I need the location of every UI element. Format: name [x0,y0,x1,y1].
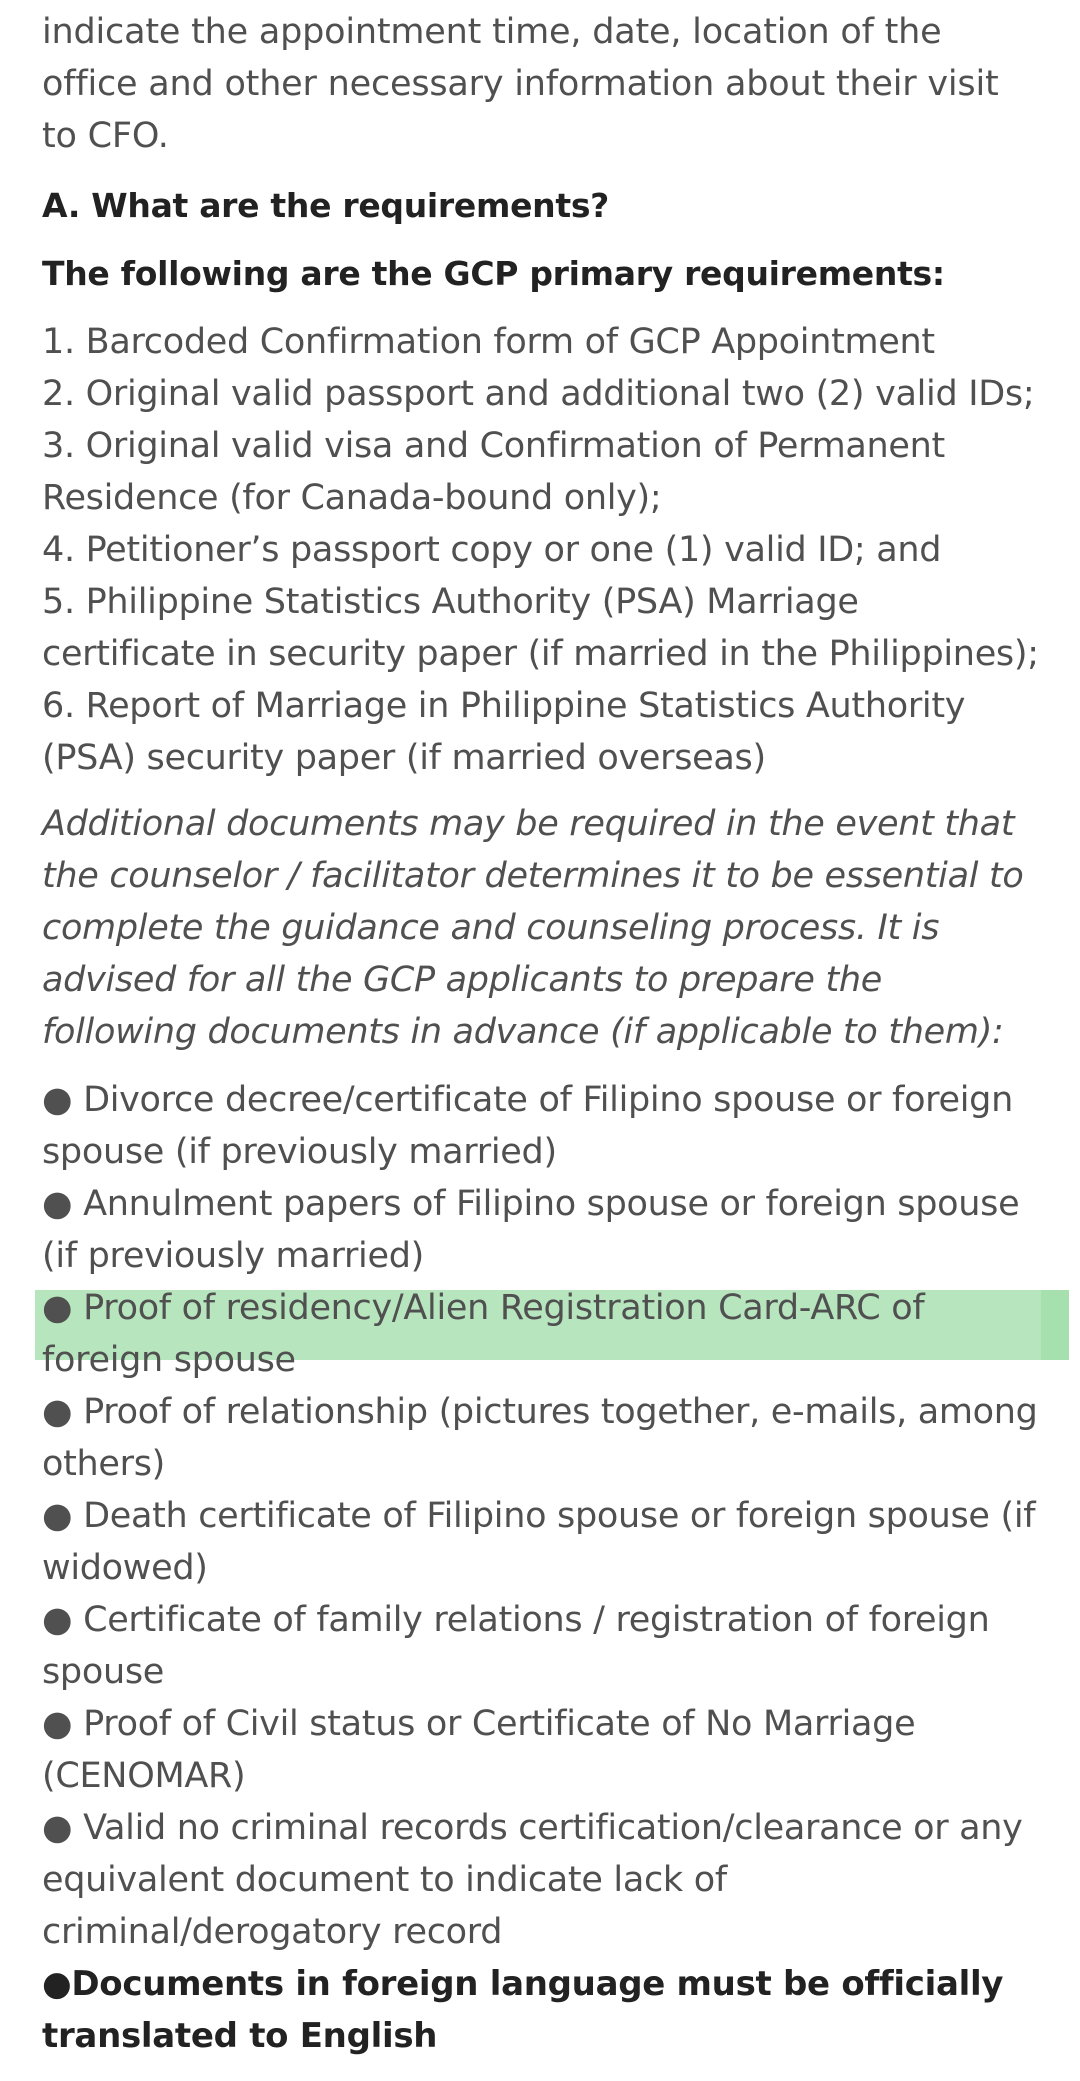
document-item: ● Divorce decree/certificate of Filipino spouse or foreign spouse (if previously married) [42,1080,1013,1172]
intro-paragraph: indicate the appointment time, date, location of the office and other necessary information about their visit to CFO. [42,12,999,156]
requirement-item: 6. Report of Marriage in Philippine Statistics Authority (PSA) security paper (if married overseas) [42,686,966,778]
document-item: ● Certificate of family relations / registration of foreign spouse [42,1600,990,1692]
document-item: ● Valid no criminal records certification/clearance or any equivalent document to indicate lack of criminal/derogatory record [42,1808,1023,1952]
section-heading: A. What are the requirements? [42,186,610,225]
additional-documents-note: Additional documents may be required in the event that the counselor / facilitator determines it to be essential to complete the guidance and counseling process. It is advised for all the GCP applicants to prepare the following documents in advance (if applicable to them): [42,804,1024,1052]
document-item-highlighted: ● Proof of residency/Alien Registration Card-ARC of foreign spouse [42,1288,925,1380]
document-item: ● Death certificate of Filipino spouse or foreign spouse (if widowed) [42,1496,1036,1588]
requirement-item: 3. Original valid visa and Confirmation of Permanent Residence (for Canada-bound only); [42,426,945,518]
document-item: ● Annulment papers of Filipino spouse or foreign spouse (if previously married) [42,1184,1020,1276]
requirement-item: 4. Petitioner’s passport copy or one (1) valid ID; and [42,530,942,570]
requirement-item: 5. Philippine Statistics Authority (PSA) Marriage certificate in security paper (if married in the Philippines); [42,582,1039,674]
requirements-subheading: The following are the GCP primary requirements: [42,254,945,293]
requirement-item: 1. Barcoded Confirmation form of GCP Appointment [42,322,935,362]
document-item: ● Proof of Civil status or Certificate of No Marriage (CENOMAR) [42,1704,916,1796]
document-item: ● Proof of relationship (pictures together, e-mails, among others) [42,1392,1038,1484]
translation-note: ●Documents in foreign language must be officially translated to English [42,1964,1004,2056]
requirements-list [42,316,1042,784]
requirement-item: 2. Original valid passport and additional two (2) valid IDs; [42,374,1035,414]
additional-documents-list [42,1074,1042,1958]
